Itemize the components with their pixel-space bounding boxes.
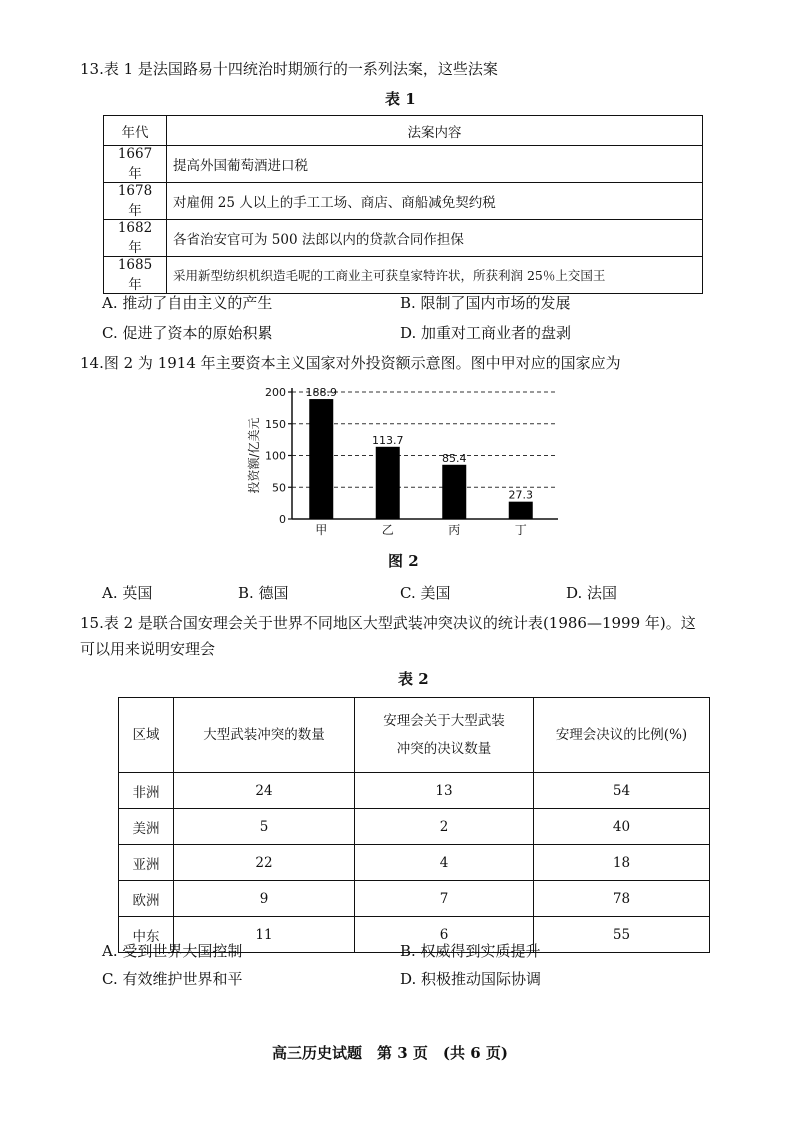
cell-resolutions: 2 [355, 809, 534, 845]
row-content: 各省治安官可为 500 法郎以内的贷款合同作担保 [167, 220, 703, 257]
q15-option-a: A. 受到世界大国控制 [102, 942, 243, 960]
q15-option-d: D. 积极推动国际协调 [400, 970, 542, 988]
table-1 [103, 115, 703, 294]
table-row [104, 146, 703, 183]
cell-resolutions: 6 [355, 917, 534, 953]
cell-region: 非洲 [119, 773, 174, 809]
row-year: 1685 年 [104, 257, 167, 294]
table-header-row [104, 116, 703, 146]
q14-option-b: B. 德国 [238, 584, 289, 602]
row-year: 1678 年 [104, 183, 167, 220]
cell-region: 中东 [119, 917, 174, 953]
cell-conflicts: 24 [174, 773, 355, 809]
cell-ratio: 18 [534, 845, 710, 881]
row-content: 对雇佣 25 人以上的手工工场、商店、商船减免契约税 [167, 183, 703, 220]
bar-data-label: 188.9 [305, 386, 337, 400]
y-tick-label: 0 [279, 513, 286, 526]
y-tick-label: 200 [265, 386, 286, 399]
row-year: 1682 年 [104, 220, 167, 257]
q14-option-c: C. 美国 [400, 584, 451, 602]
cell-conflicts: 11 [174, 917, 355, 953]
cell-conflicts: 5 [174, 809, 355, 845]
y-tick-label: 100 [265, 449, 286, 463]
table-row [119, 809, 710, 845]
row-year: 1667 年 [104, 146, 167, 183]
q14-stem: 14.图 2 为 1914 年主要资本主义国家对外投资额示意图。图中甲对应的国家应为 [80, 354, 621, 372]
header-resolution-line2: 冲突的决议数量 [396, 741, 492, 757]
q15-option-b: B. 权威得到实质提升 [400, 942, 541, 960]
x-category-label: 丁 [514, 523, 527, 537]
header-resolution-ratio: 安理会决议的比例(%) [534, 698, 710, 773]
cell-region: 美洲 [119, 809, 174, 845]
header-resolution-count [355, 698, 534, 773]
q13-stem: 13.表 1 是法国路易十四统治时期颁行的一系列法案，这些法案 [80, 60, 498, 78]
bar-data-label: 27.3 [508, 488, 533, 502]
q15-stem-line2: 可以用来说明安理会 [80, 640, 216, 658]
table-row [104, 183, 703, 220]
page-footer: 高三历史试题 第 3 页 (共 6 页) [272, 1044, 508, 1062]
q15-stem-line1: 15.表 2 是联合国安理会关于世界不同地区大型武装冲突决议的统计表(1986—1999 年)。这 [80, 614, 696, 632]
bar [309, 399, 333, 519]
figure2-caption: 图 2 [388, 552, 419, 570]
q14-option-d: D. 法国 [566, 584, 618, 602]
q13-option-c: C. 促进了资本的原始积累 [102, 324, 273, 342]
cell-ratio: 55 [534, 917, 710, 953]
cell-ratio: 78 [534, 881, 710, 917]
y-axis-label: 投资额/亿美元 [247, 417, 261, 494]
header-resolution-line1: 安理会关于大型武装 [383, 713, 505, 729]
cell-resolutions: 4 [355, 845, 534, 881]
cell-region: 亚洲 [119, 845, 174, 881]
table2-caption: 表 2 [398, 670, 429, 688]
cell-ratio: 54 [534, 773, 710, 809]
header-conflict-count: 大型武装冲突的数量 [174, 698, 355, 773]
cell-conflicts: 22 [174, 845, 355, 881]
bar [509, 502, 533, 519]
q14-option-a: A. 英国 [102, 584, 153, 602]
cell-resolutions: 7 [355, 881, 534, 917]
x-category-label: 甲 [315, 523, 328, 537]
y-tick-label: 50 [272, 481, 286, 495]
bar-data-label: 85.4 [442, 451, 467, 465]
q13-option-a: A. 推动了自由主义的产生 [102, 294, 273, 312]
table-row [119, 881, 710, 917]
x-category-label: 乙 [381, 523, 394, 537]
row-content: 采用新型纺织机织造毛呢的工商业主可获皇家特许状，所获利润 25％上交国王 [167, 257, 703, 294]
q13-option-b: B. 限制了国内市场的发展 [400, 294, 571, 312]
table-header-row [119, 698, 710, 773]
row-content: 提高外国葡萄酒进口税 [167, 146, 703, 183]
table-row [119, 845, 710, 881]
table-row [104, 257, 703, 294]
q13-option-d: D. 加重对工商业者的盘剥 [400, 324, 572, 342]
table-row [104, 220, 703, 257]
header-region: 区域 [119, 698, 174, 773]
table-2 [118, 697, 710, 953]
cell-conflicts: 9 [174, 881, 355, 917]
x-category-label: 丙 [448, 523, 461, 537]
investment-bar-chart [240, 380, 570, 540]
cell-ratio: 40 [534, 809, 710, 845]
table-row [119, 773, 710, 809]
bar-data-label: 113.7 [372, 433, 404, 447]
bar [376, 447, 400, 519]
cell-resolutions: 13 [355, 773, 534, 809]
bar [442, 465, 466, 519]
table1-caption: 表 1 [385, 90, 416, 108]
q15-option-c: C. 有效维护世界和平 [102, 970, 243, 988]
cell-region: 欧洲 [119, 881, 174, 917]
y-tick-label: 150 [265, 417, 286, 431]
header-year: 年代 [104, 116, 167, 146]
header-content: 法案内容 [167, 116, 703, 146]
